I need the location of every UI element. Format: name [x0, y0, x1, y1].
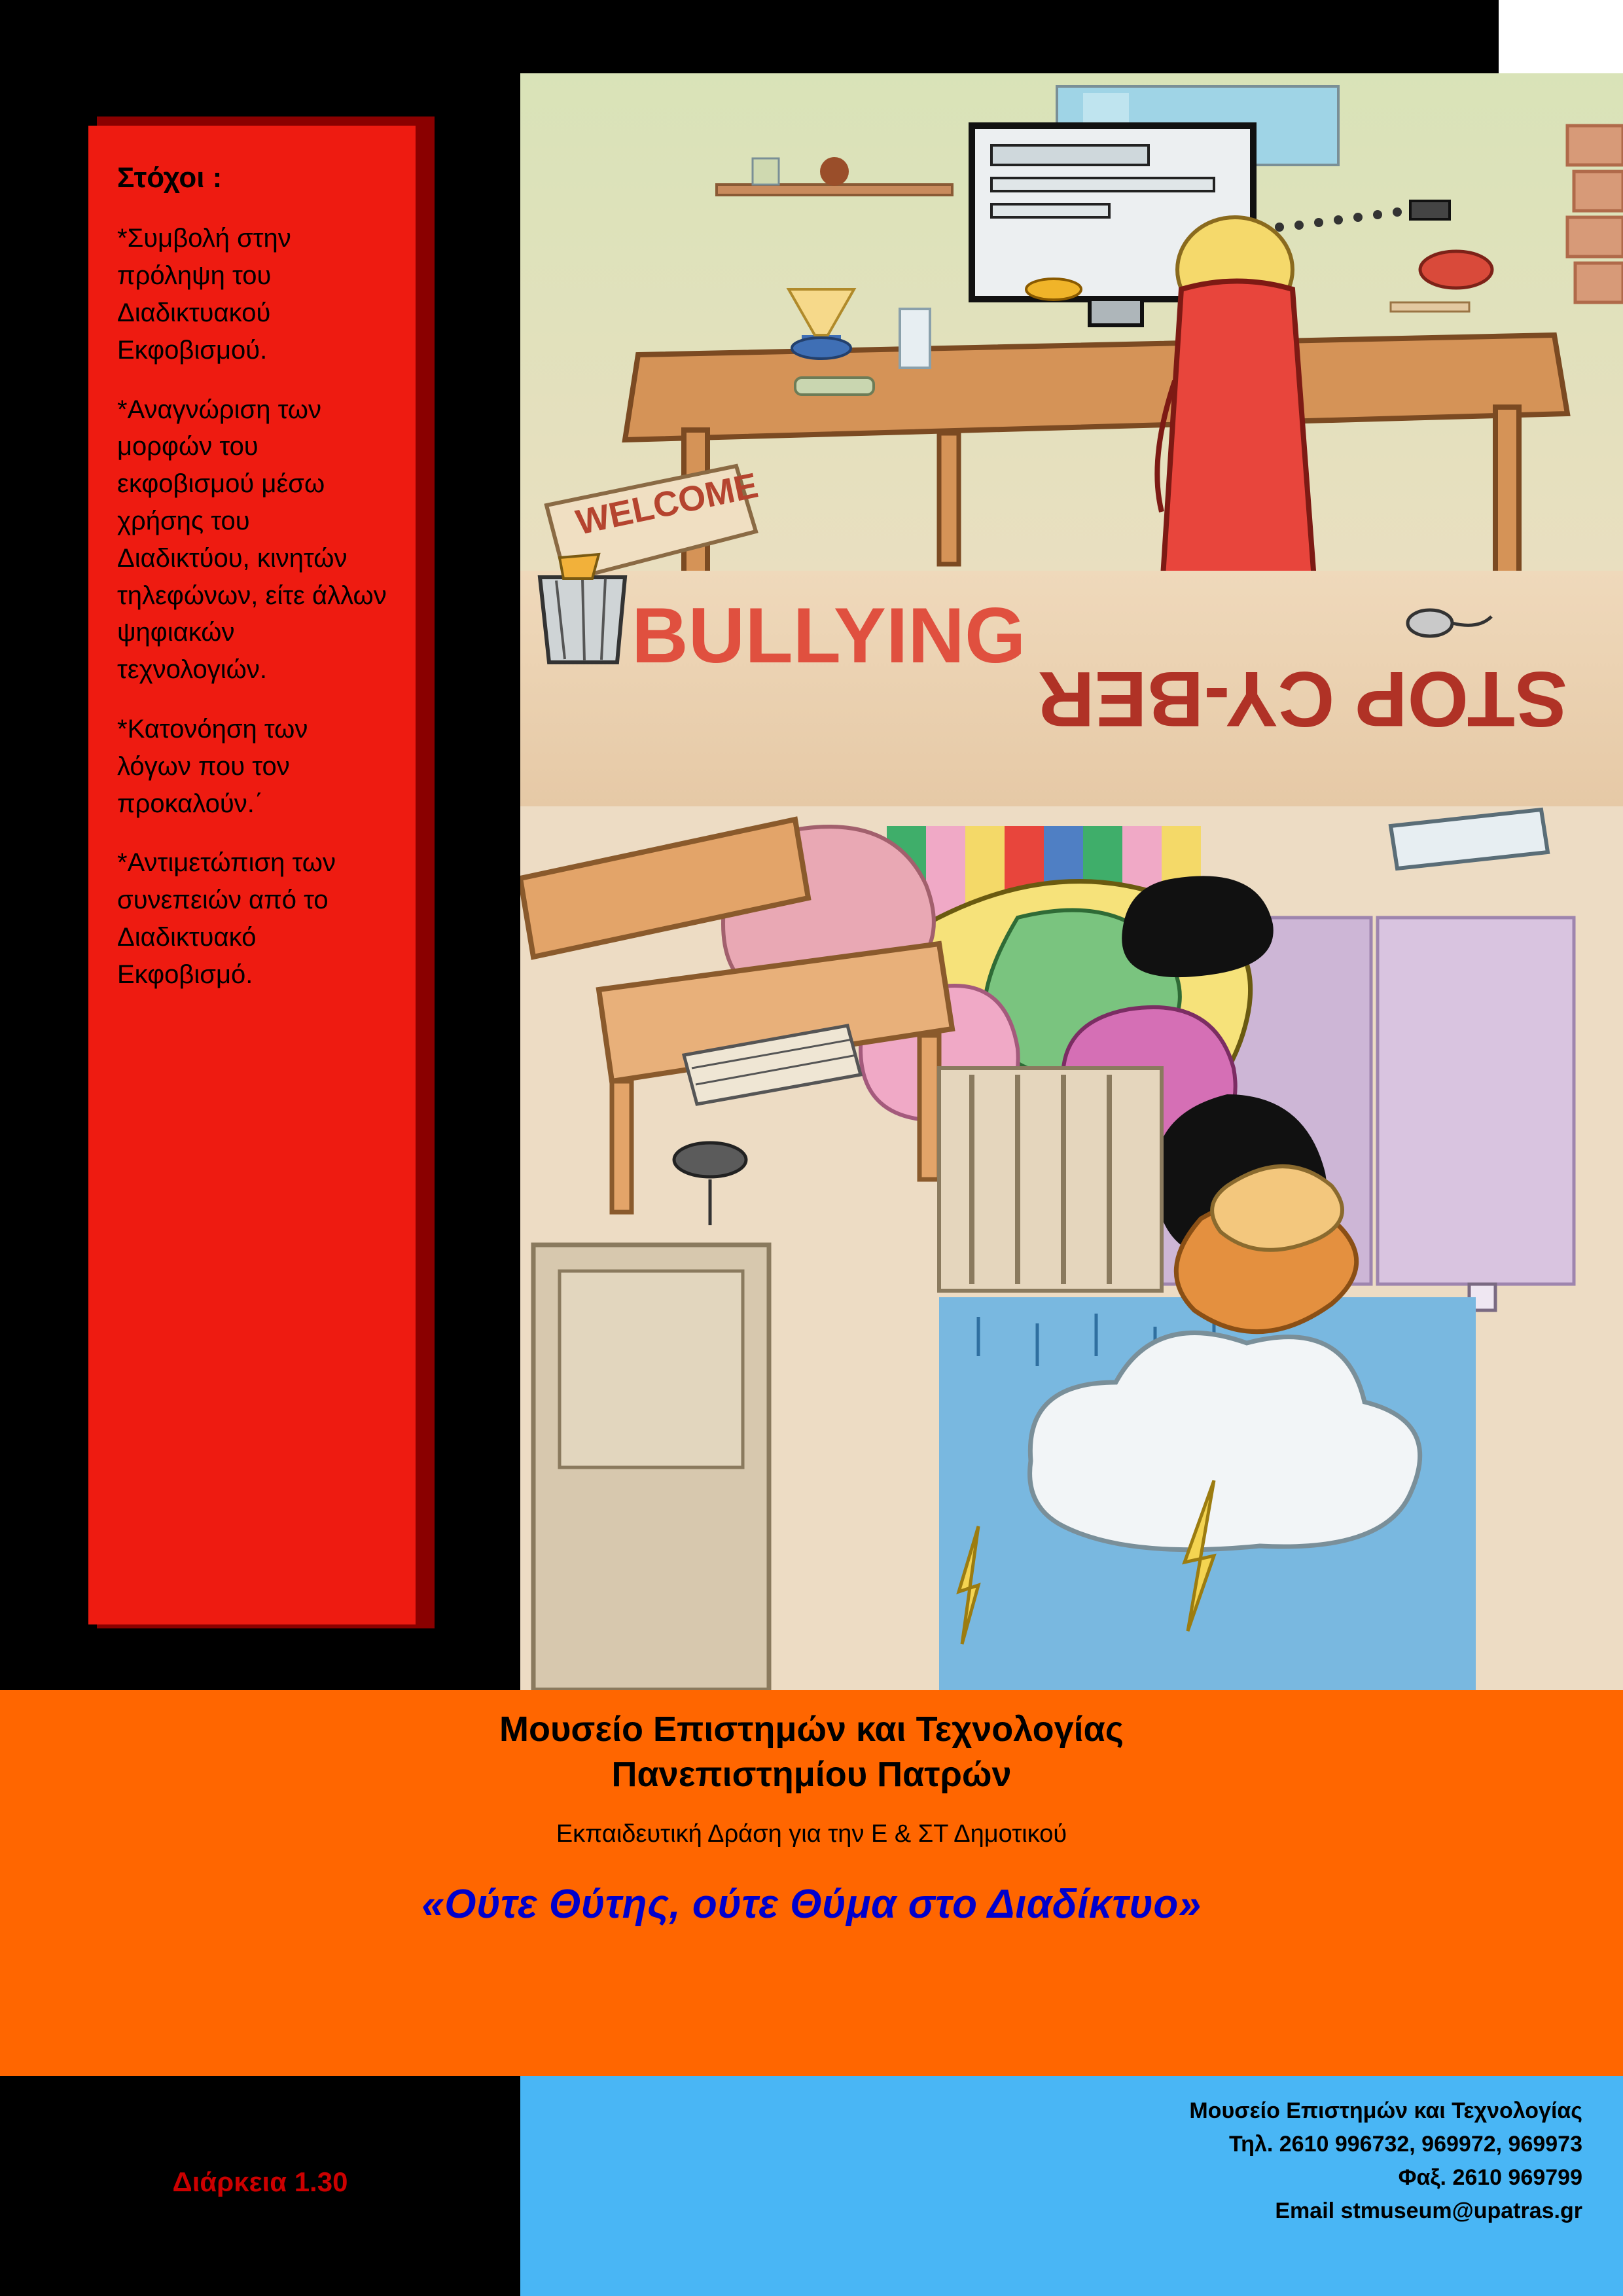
contact-phone: Τηλ. 2610 996732, 969972, 969973	[1228, 2132, 1582, 2157]
artwork-illustration	[520, 73, 1623, 1690]
graffiti-bullying: BULLYING	[632, 592, 1026, 679]
goals-item: *Κατονόηση των λόγων που τον προκαλούν.΄	[117, 714, 308, 818]
goals-box	[88, 126, 416, 1624]
goals-item: *Αντιμετώπιση των συνεπειών από το Διαδικτυακό Εκφοβισμό.	[117, 848, 336, 989]
museum-name-line1: Μουσείο Επιστημών και Τεχνολογίας	[499, 1710, 1124, 1749]
contact-museum-name: Μουσείο Επιστημών και Τεχνολογίας	[1189, 2098, 1582, 2123]
program-subtitle: Εκπαιδευτική Δράση για την Ε & ΣΤ Δημοτικού	[556, 1820, 1067, 1848]
orange-info-band	[0, 1690, 1623, 2076]
duration-label: Διάρκεια 1.30	[172, 2166, 348, 2197]
doormat-text: WELCOME	[573, 465, 762, 543]
footer-contact-panel	[520, 2076, 1623, 2296]
top-white-strip	[1499, 0, 1623, 73]
goals-item: *Συμβολή στην πρόληψη του Διαδικτυακού Εκφοβισμού.	[117, 224, 291, 365]
contact-fax: Φαξ. 2610 969799	[1398, 2165, 1582, 2190]
graffiti-stop-cyber: STOP CY-BER	[1037, 655, 1567, 743]
goals-title: Στόχοι :	[117, 162, 223, 194]
museum-name-line2: Πανεπιστημίου Πατρών	[611, 1755, 1012, 1795]
contact-email[interactable]: Email stmuseum@upatras.gr	[1275, 2198, 1582, 2223]
goals-item: *Αναγνώριση των μορφών του εκφοβισμού μέσω χρήσης του Διαδικτύου, κινητών τηλεφώνων, είτε άλλων ψηφιακών τεχνολογιών.	[117, 395, 387, 685]
artwork-svg	[520, 73, 1623, 1690]
program-title: «Ούτε Θύτης, ούτε Θύμα στο Διαδίκτυο»	[421, 1881, 1202, 1927]
